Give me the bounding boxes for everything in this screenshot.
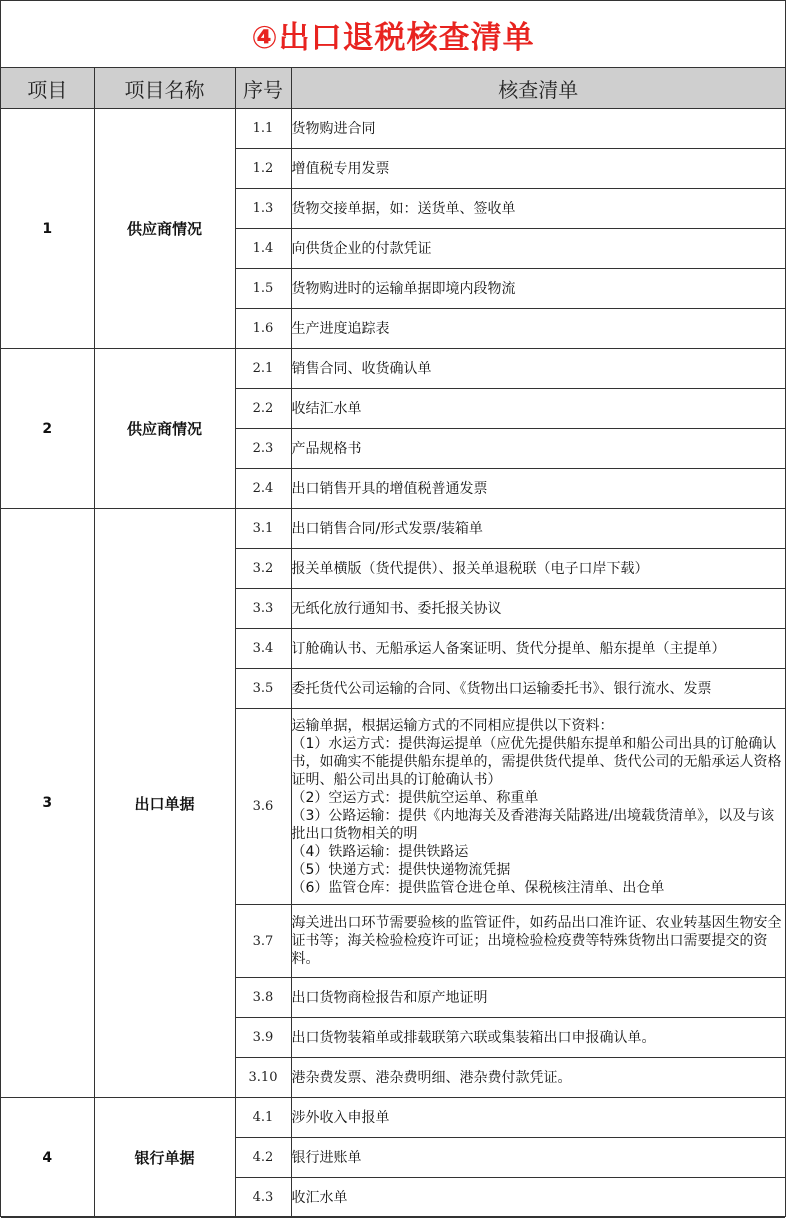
item-seq: 1.1 (235, 109, 291, 149)
item-text: 销售合同、收货确认单 (291, 349, 785, 389)
item-seq: 3.9 (235, 1018, 291, 1058)
item-text: 货物购进时的运输单据即境内段物流 (291, 269, 785, 309)
item-seq: 3.1 (235, 509, 291, 549)
group-number: 2 (1, 349, 94, 509)
item-seq: 3.4 (235, 629, 291, 669)
item-seq: 1.2 (235, 149, 291, 189)
item-seq: 2.3 (235, 429, 291, 469)
item-seq: 3.6 (235, 709, 291, 905)
item-text: 涉外收入申报单 (291, 1098, 785, 1138)
item-text: 产品规格书 (291, 429, 785, 469)
item-seq: 4.2 (235, 1138, 291, 1178)
item-text-line: （4）铁路运输：提供铁路运 (291, 843, 469, 860)
table-row (1, 1098, 785, 1138)
header-checklist: 核查清单 (291, 68, 785, 109)
item-seq: 3.2 (235, 549, 291, 589)
item-text: 订舱确认书、无船承运人备案证明、货代分提单、船东提单（主提单） (291, 629, 785, 669)
header-row (1, 68, 785, 109)
item-text-line: （2）空运方式：提供航空运单、称重单 (291, 789, 539, 806)
item-seq: 4.1 (235, 1098, 291, 1138)
item-text: 向供货企业的付款凭证 (291, 229, 785, 269)
item-text: 收汇水单 (291, 1178, 785, 1218)
header-project-name: 项目名称 (94, 68, 235, 109)
item-text: 货物交接单据，如：送货单、签收单 (291, 189, 785, 229)
item-seq: 3.7 (235, 905, 291, 978)
item-text: 收结汇水单 (291, 389, 785, 429)
item-text: 委托货代公司运输的合同、《货物出口运输委托书》、银行流水、发票 (291, 669, 785, 709)
item-text: 港杂费发票、港杂费明细、港杂费付款凭证。 (291, 1058, 785, 1098)
item-seq: 4.3 (235, 1178, 291, 1218)
item-seq: 1.3 (235, 189, 291, 229)
item-seq: 1.5 (235, 269, 291, 309)
item-text: 无纸化放行通知书、委托报关协议 (291, 589, 785, 629)
item-seq: 1.4 (235, 229, 291, 269)
item-text: 增值税专用发票 (291, 149, 785, 189)
item-seq: 1.6 (235, 309, 291, 349)
item-seq: 3.10 (235, 1058, 291, 1098)
group-name: 出口单据 (94, 509, 235, 1098)
item-text: 海关进出口环节需要验核的监管证件，如药品出口准许证、农业转基因生物安全证书等；海关检验检疫许可证；出境检验检疫费等特殊货物出口需要提交的资料。 (291, 905, 785, 978)
header-project: 项目 (1, 68, 94, 109)
item-seq: 3.8 (235, 978, 291, 1018)
item-seq: 2.1 (235, 349, 291, 389)
item-text (291, 709, 785, 905)
item-text-line: （5）快递方式：提供快递物流凭据 (291, 861, 511, 878)
checklist-table (1, 68, 785, 1218)
table-row (1, 109, 785, 149)
item-text: 出口销售合同/形式发票/装箱单 (291, 509, 785, 549)
item-text: 出口销售开具的增值税普通发票 (291, 469, 785, 509)
table-row (1, 509, 785, 549)
group-number: 4 (1, 1098, 94, 1218)
item-seq: 3.5 (235, 669, 291, 709)
table-row (1, 349, 785, 389)
group-name: 供应商情况 (94, 109, 235, 349)
group-number: 1 (1, 109, 94, 349)
item-text-line: （3）公路运输：提供《内地海关及香港海关陆路进/出境载货清单》，以及与该批出口货物相关的明 (291, 807, 775, 842)
item-text-line: 运输单据，根据运输方式的不同相应提供以下资料： (291, 717, 614, 734)
group-name: 供应商情况 (94, 349, 235, 509)
item-text-line: （1）水运方式：提供海运提单（应优先提供船东提单和船公司出具的订舱确认书，如确实不能提供船东提单的，需提供货代提单、货代公司的无船承运人资格证明、船公司出具的订舱确认书） (291, 735, 782, 788)
item-text: 出口货物商检报告和原产地证明 (291, 978, 785, 1018)
page-title: ④出口退税核查清单 (1, 1, 785, 68)
item-text: 货物购进合同 (291, 109, 785, 149)
item-text: 银行进账单 (291, 1138, 785, 1178)
item-seq: 2.4 (235, 469, 291, 509)
group-name: 银行单据 (94, 1098, 235, 1218)
item-text: 生产进度追踪表 (291, 309, 785, 349)
item-text: 出口货物装箱单或排载联第六联或集装箱出口申报确认单。 (291, 1018, 785, 1058)
group-number: 3 (1, 509, 94, 1098)
item-seq: 2.2 (235, 389, 291, 429)
header-seq: 序号 (235, 68, 291, 109)
item-seq: 3.3 (235, 589, 291, 629)
item-text: 报关单横版（货代提供）、报关单退税联（电子口岸下载） (291, 549, 785, 589)
item-text-line: （6）监管仓库：提供监管仓进仓单、保税核注清单、出仓单 (291, 879, 665, 896)
